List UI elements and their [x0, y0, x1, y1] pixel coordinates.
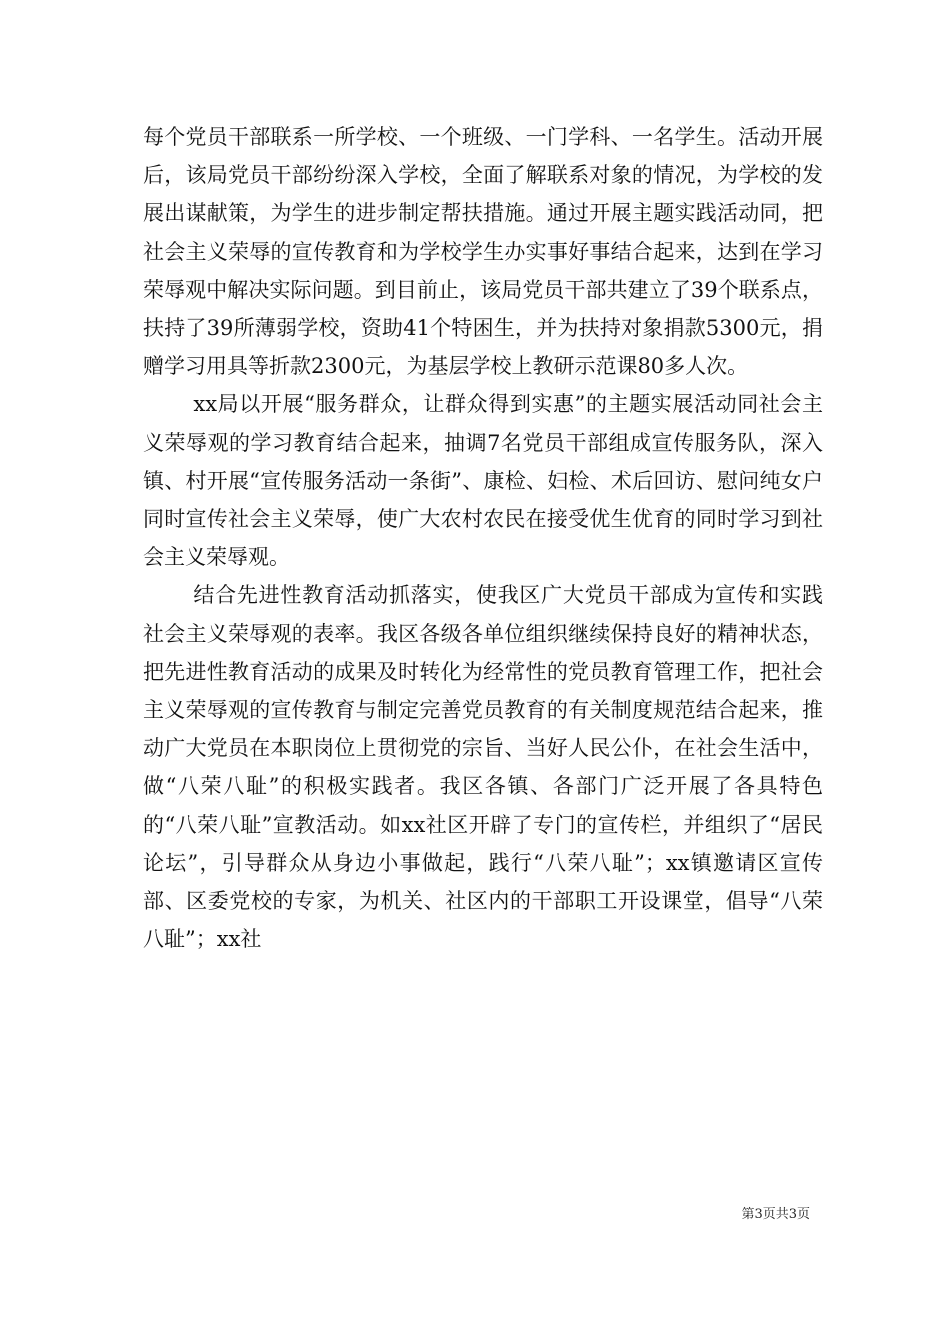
page-number-footer: 第3页共3页: [741, 1207, 810, 1222]
document-body: [143, 118, 823, 958]
paragraph-1: 每个党员干部联系一所学校、一个班级、一门学科、一名学生。活动开展后，该局党员干部纷纷深入学校，全面了解联系对象的情况，为学校的发展出谋献策，为学生的进步制定帮扶措施。通过开展主题实践活动同，把社会主义荣辱的宣传教育和为学校学生办实事好事结合起来，达到在学习荣辱观中解决实际问题。到目前止，该局党员干部共建立了39个联系点，扶持了39所薄弱学校，资助41个特困生，并为扶持对象捐款5300元，捐赠学习用具等折款2300元，为基层学校上教研示范课80多人次。: [143, 125, 823, 379]
paragraph-2: xx局以开展“服务群众，让群众得到实惠”的主题实展活动同社会主义荣辱观的学习教育结合起来，抽调7名党员干部组成宣传服务队，深入镇、村开展“宣传服务活动一条街”、康检、妇检、术后回访、慰问纯女户同时宣传社会主义荣辱，使广大农村农民在接受优生优育的同时学习到社会主义荣辱观。: [143, 392, 823, 570]
paragraph-3: 结合先进性教育活动抓落实，使我区广大党员干部成为宣传和实践社会主义荣辱观的表率。我区各级各单位组织继续保持良好的精神状态，把先进性教育活动的成果及时转化为经常性的党员教育管理工作，把社会主义荣辱观的宣传教育与制定完善党员教育的有关制度规范结合起来，推动广大党员在本职岗位上贯彻党的宗旨、当好人民公仆，在社会生活中，做“八荣八耻”的积极实践者。我区各镇、各部门广泛开展了各具特色的“八荣八耻”宣教活动。如xx社区开辟了专门的宣传栏，并组织了“居民论坛”，引导群众从身边小事做起，践行“八荣八耻”；xx镇邀请区宣传部、区委党校的专家，为机关、社区内的干部职工开设课堂，倡导“八荣八耻”；xx社: [143, 583, 823, 952]
